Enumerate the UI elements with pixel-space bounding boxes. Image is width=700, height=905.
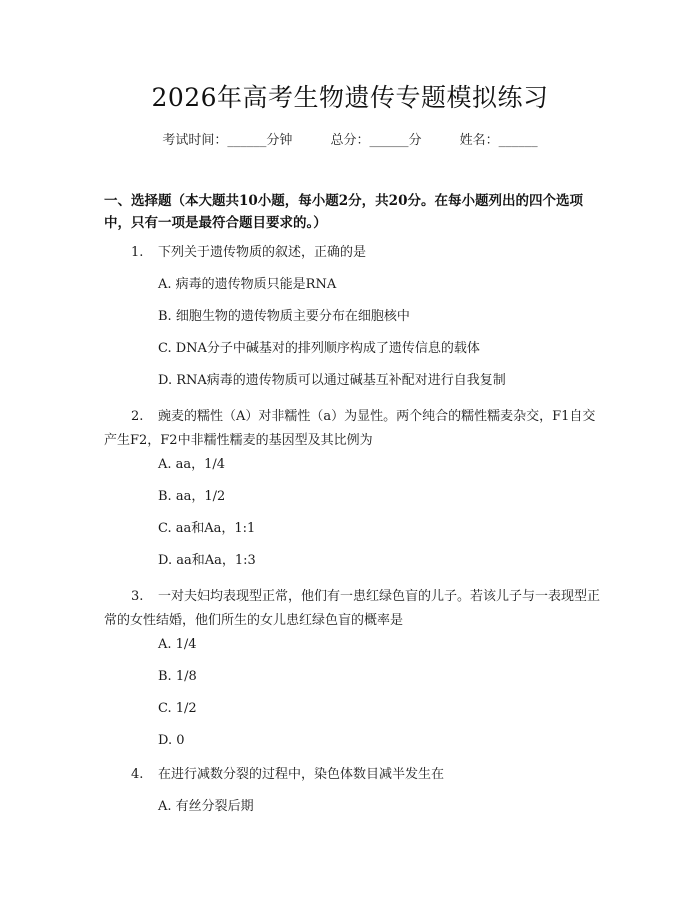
student-name-field: 姓名：______ [459,133,538,148]
question-4 [104,763,600,787]
option-2a: A. aa，1/4 [158,457,226,472]
exam-info-bar [0,131,700,151]
question-1 [104,241,600,265]
exam-time-field: 考试时间：______分钟 [162,133,293,148]
question-stem: 下列关于遗传物质的叙述，正确的是 [158,245,367,260]
question-number: 4. [131,767,144,782]
option-3a: A. 1/4 [158,637,197,652]
question-2 [104,405,600,453]
question-3 [104,585,600,633]
page-title: 2026年高考生物遗传专题模拟练习 [151,83,549,112]
question-stem: 一对夫妇均表现型正常，他们有一患红绿色盲的儿子。若该儿子与一表现型正常的女性结婚，他们所生的女儿患红绿色盲的概率是 [104,589,601,628]
option-4a: A. 有丝分裂后期 [158,799,254,814]
option-2b: B. aa，1/2 [158,489,226,504]
option-1a: A. 病毒的遗传物质只能是RNA [158,277,337,292]
question-stem: 在进行减数分裂的过程中，染色体数目减半发生在 [158,767,445,782]
question-number: 1. [131,245,144,260]
total-score-field: 总分：______分 [330,133,422,148]
option-3b: B. 1/8 [158,669,197,684]
question-number: 2. [131,409,144,424]
option-3c: C. 1/2 [158,701,197,716]
option-1d: D. RNA病毒的遗传物质可以通过碱基互补配对进行自我复制 [158,373,506,388]
option-2d: D. aa和Aa，1:3 [158,553,256,568]
option-3d: D. 0 [158,733,185,748]
question-stem: 豌麦的糯性（A）对非糯性（a）为显性。两个纯合的糯性糯麦杂交，F1自交产生F2，F2中非糯性糯麦的基因型及其比例为 [104,409,596,448]
question-number: 3. [131,589,144,604]
option-1b: B. 细胞生物的遗传物质主要分布在细胞核中 [158,309,410,324]
option-2c: C. aa和Aa，1:1 [158,521,256,536]
option-1c: C. DNA分子中碱基对的排列顺序构成了遗传信息的载体 [158,341,480,356]
section-heading: 一、选择题（本大题共10小题，每小题2分，共20分。在每小题列出的四个选项中，只有一项是最符合题目要求的。） [104,193,583,231]
